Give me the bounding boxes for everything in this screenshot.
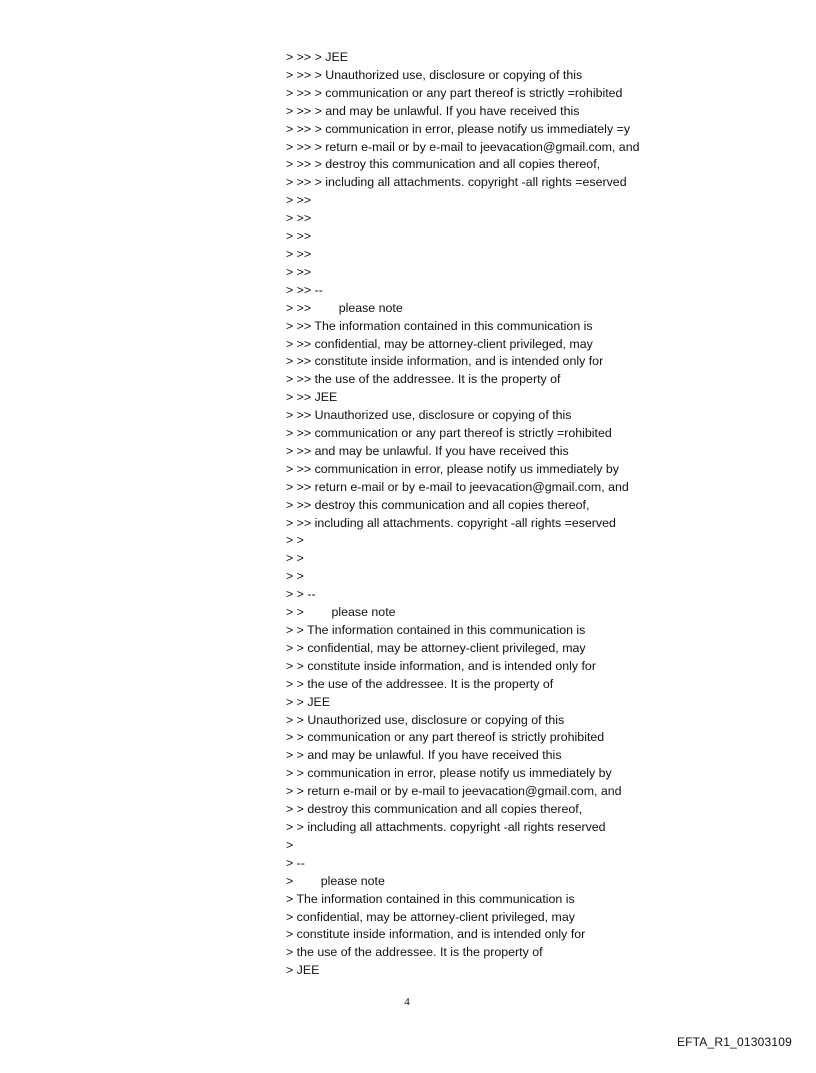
text-line: > > Unauthorized use, disclosure or copying of this (286, 712, 565, 727)
bates-stamp: EFTA_R1_01303109 (676, 1035, 792, 1049)
page-number: 4 (404, 996, 410, 1008)
text-line: > > -- (286, 587, 316, 602)
text-line: > >> (286, 211, 312, 226)
text-line: > >> The information contained in this communication is (286, 318, 593, 333)
text-line: > >> > communication in error, please notify us immediately =y (286, 121, 631, 136)
text-line: > >> please note (286, 300, 403, 315)
text-line: > >> > destroy this communication and all copies thereof, (286, 157, 601, 172)
text-line: > the use of the addressee. It is the property of (286, 945, 543, 960)
text-line: > >> and may be unlawful. If you have received this (286, 443, 569, 458)
text-line: > >> communication in error, please notify us immediately by (286, 461, 619, 476)
text-line: > >> JEE (286, 390, 338, 405)
text-line: > >> > return e-mail or by e-mail to jeevacation@gmail.com, and (286, 139, 640, 154)
text-line: > > destroy this communication and all copies thereof, (286, 802, 583, 817)
text-line: > >> -- (286, 282, 323, 297)
text-line: > > communication or any part thereof is strictly prohibited (286, 730, 605, 745)
text-line: > >> constitute inside information, and is intended only for (286, 354, 604, 369)
text-line: > >> > including all attachments. copyright -all rights =eserved (286, 175, 627, 190)
text-line: > >> (286, 246, 312, 261)
text-line: > >> (286, 229, 312, 244)
text-line: > > and may be unlawful. If you have received this (286, 748, 562, 763)
text-line: > JEE (286, 963, 320, 978)
text-line: > confidential, may be attorney-client privileged, may (286, 909, 575, 924)
text-line: > constitute inside information, and is intended only for (286, 927, 586, 942)
text-line: > > (286, 569, 304, 584)
text-line: > >> Unauthorized use, disclosure or copying of this (286, 408, 572, 423)
email-body (286, 49, 786, 980)
text-line: > > including all attachments. copyright -all rights reserved (286, 819, 606, 834)
text-line: > > the use of the addressee. It is the property of (286, 676, 554, 691)
text-line: > > communication in error, please notify us immediately by (286, 766, 612, 781)
text-line: > please note (286, 873, 385, 888)
text-line: > >> return e-mail or by e-mail to jeevacation@gmail.com, and (286, 479, 629, 494)
text-line: > >> > JEE (286, 50, 348, 64)
text-line: > (286, 837, 294, 852)
text-line: > > please note (286, 605, 396, 620)
text-line: > The information contained in this communication is (286, 891, 575, 906)
text-line: > >> destroy this communication and all copies thereof, (286, 497, 590, 512)
text-line: > > The information contained in this communication is (286, 623, 586, 637)
text-line: > >> > Unauthorized use, disclosure or copying of this (286, 67, 583, 82)
text-line: > > (286, 533, 304, 548)
text-line: > >> communication or any part thereof is strictly =rohibited (286, 426, 612, 441)
text-line: > >> confidential, may be attorney-client privileged, may (286, 336, 593, 351)
text-line: > > return e-mail or by e-mail to jeevacation@gmail.com, and (286, 784, 622, 799)
text-line: > > confidential, may be attorney-client privileged, may (286, 640, 586, 655)
text-line: > > (286, 551, 304, 566)
text-line: > -- (286, 855, 305, 870)
text-line: > >> including all attachments. copyright -all rights =eserved (286, 515, 616, 530)
text-line: > >> > communication or any part thereof is strictly =rohibited (286, 85, 623, 100)
text-line: > >> (286, 193, 312, 208)
text-line: > >> > and may be unlawful. If you have received this (286, 103, 580, 118)
text-line: > >> the use of the addressee. It is the property of (286, 372, 561, 387)
text-line: > > constitute inside information, and is intended only for (286, 658, 596, 673)
text-line: > > JEE (286, 694, 331, 709)
text-line: > >> (286, 264, 312, 279)
